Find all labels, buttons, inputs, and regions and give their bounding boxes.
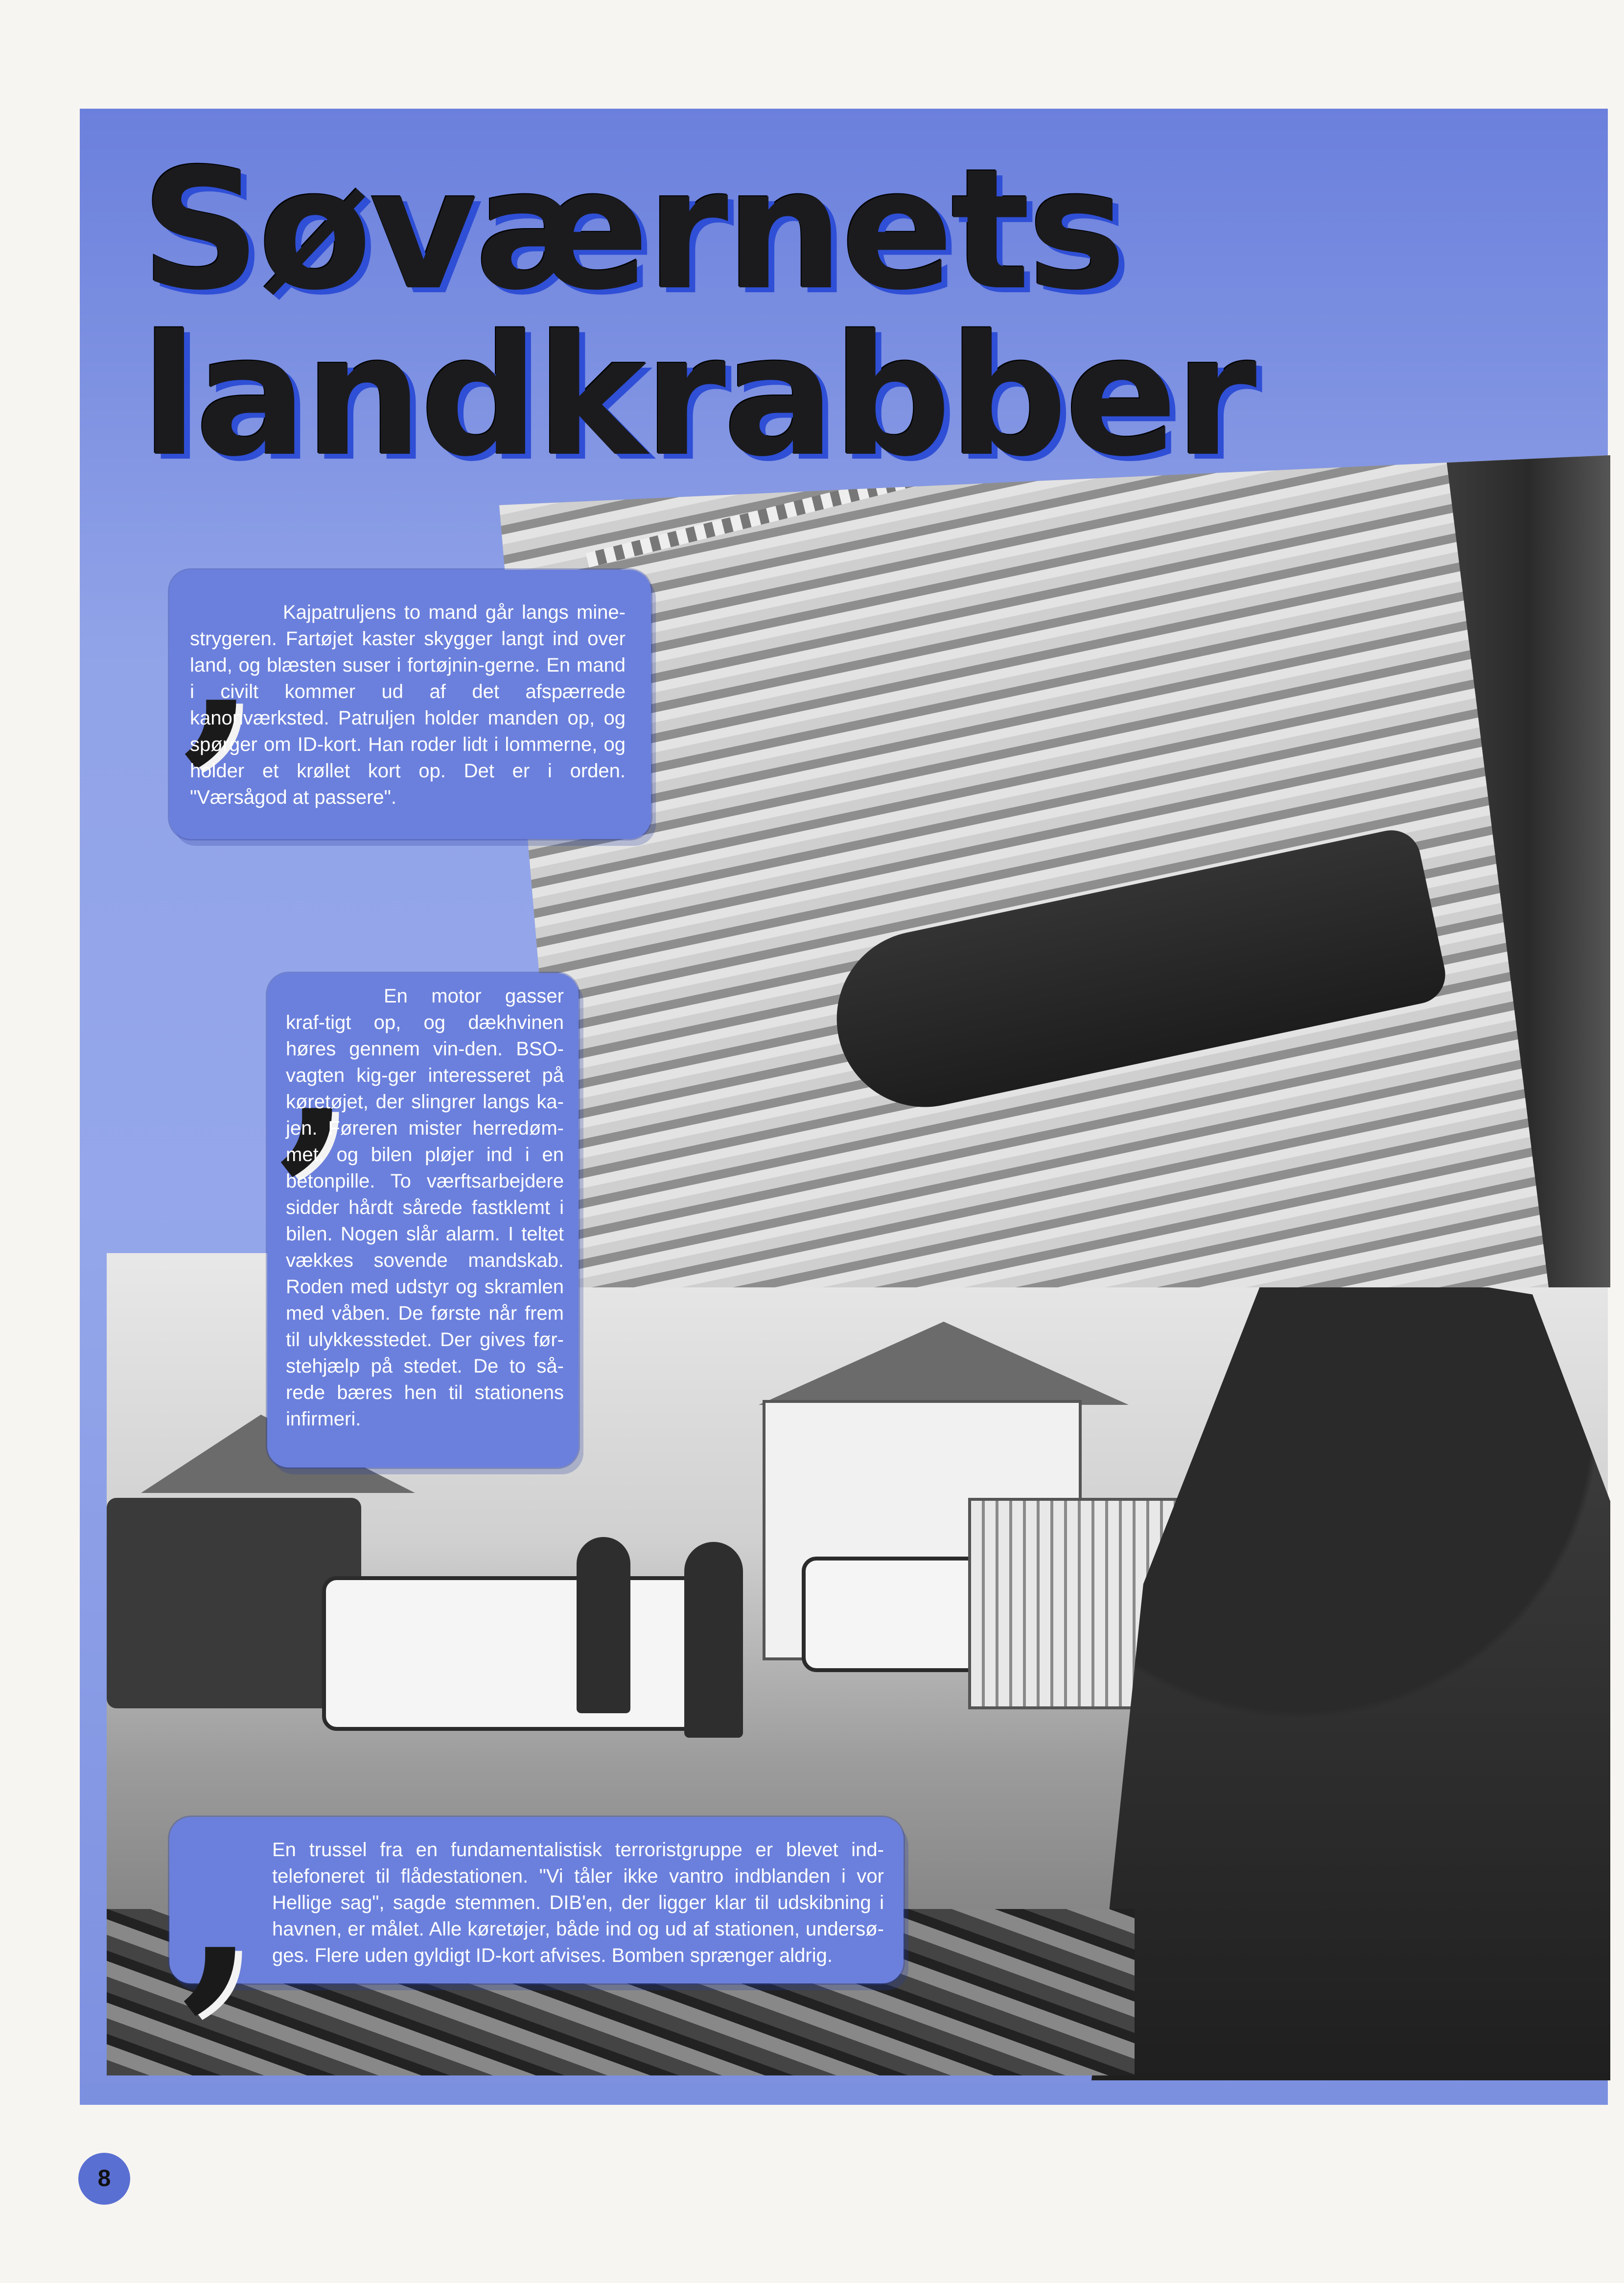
quote-box-1 — [169, 531, 651, 839]
inflatable-boat — [820, 825, 1451, 1123]
quote-text-3: En trussel fra en fundamentalistisk terroristgruppe er blevet ind-telefoneret til flådestationen. "Vi tåler ikke vantro indblanden i vor Hellige sag", sagde stemmen. DIB'en, der ligger klar til udskibning i havnen, er målet. Alle køretøjer, både ind og ud af stationen, undersø-ges. Flere uden gyldigt ID-kort afvises. Bomben sprænger aldrig. — [272, 1839, 884, 1966]
boat-photo — [499, 455, 1610, 1287]
title-line-1: Søværnets — [141, 133, 1124, 327]
quote-mark-icon: , — [181, 1778, 256, 2031]
quote-text-1: Kajpatruljens to mand går langs mine-strygeren. Fartøjet kaster skygger langt ind over land, og blæsten suser i fortøjnin-gerne. En mand i civilt kommer ud af det afspærrede kanonværksted. Patruljen holder manden op, og spørger om ID-kort. Han roder lidt i lommerne, og holder et krøllet kort op. Det er i orden. "Værsågod at passere". — [190, 602, 626, 808]
quote-box-2 — [267, 939, 579, 1468]
title-line-2: landkrabber — [141, 300, 1254, 493]
pickup-truck — [322, 1576, 702, 1731]
house-roof — [723, 1322, 1164, 1405]
soldier — [577, 1537, 630, 1713]
quote-box-3 — [169, 1778, 904, 2031]
page-number: 8 — [78, 2153, 130, 2205]
soldier — [684, 1542, 743, 1738]
quote-mark-icon: , — [278, 939, 353, 1192]
ship-hull — [1405, 455, 1610, 1287]
quote-mark-icon: , — [182, 531, 257, 784]
quote-text-2: En motor gasser kraf-tigt op, og dækhvinen høres gennem vin-den. BSO-vagten kig-ger interesseret på køretøjet, der slingrer langs ka-jen. Føreren mister herredøm-met, og bilen pløjer ind i en betonpille. To værftsarbejdere sidder hårdt sårede fastklemt i bilen. Nogen slår alarm. I teltet vækkes sovende mandskab. Roden med udstyr og skramlen med våben. De første når frem til ulykkesstedet. Der gives før-stehjælp på stedet. De to så-rede bæres hen til stationens infirmeri. — [286, 985, 564, 1430]
